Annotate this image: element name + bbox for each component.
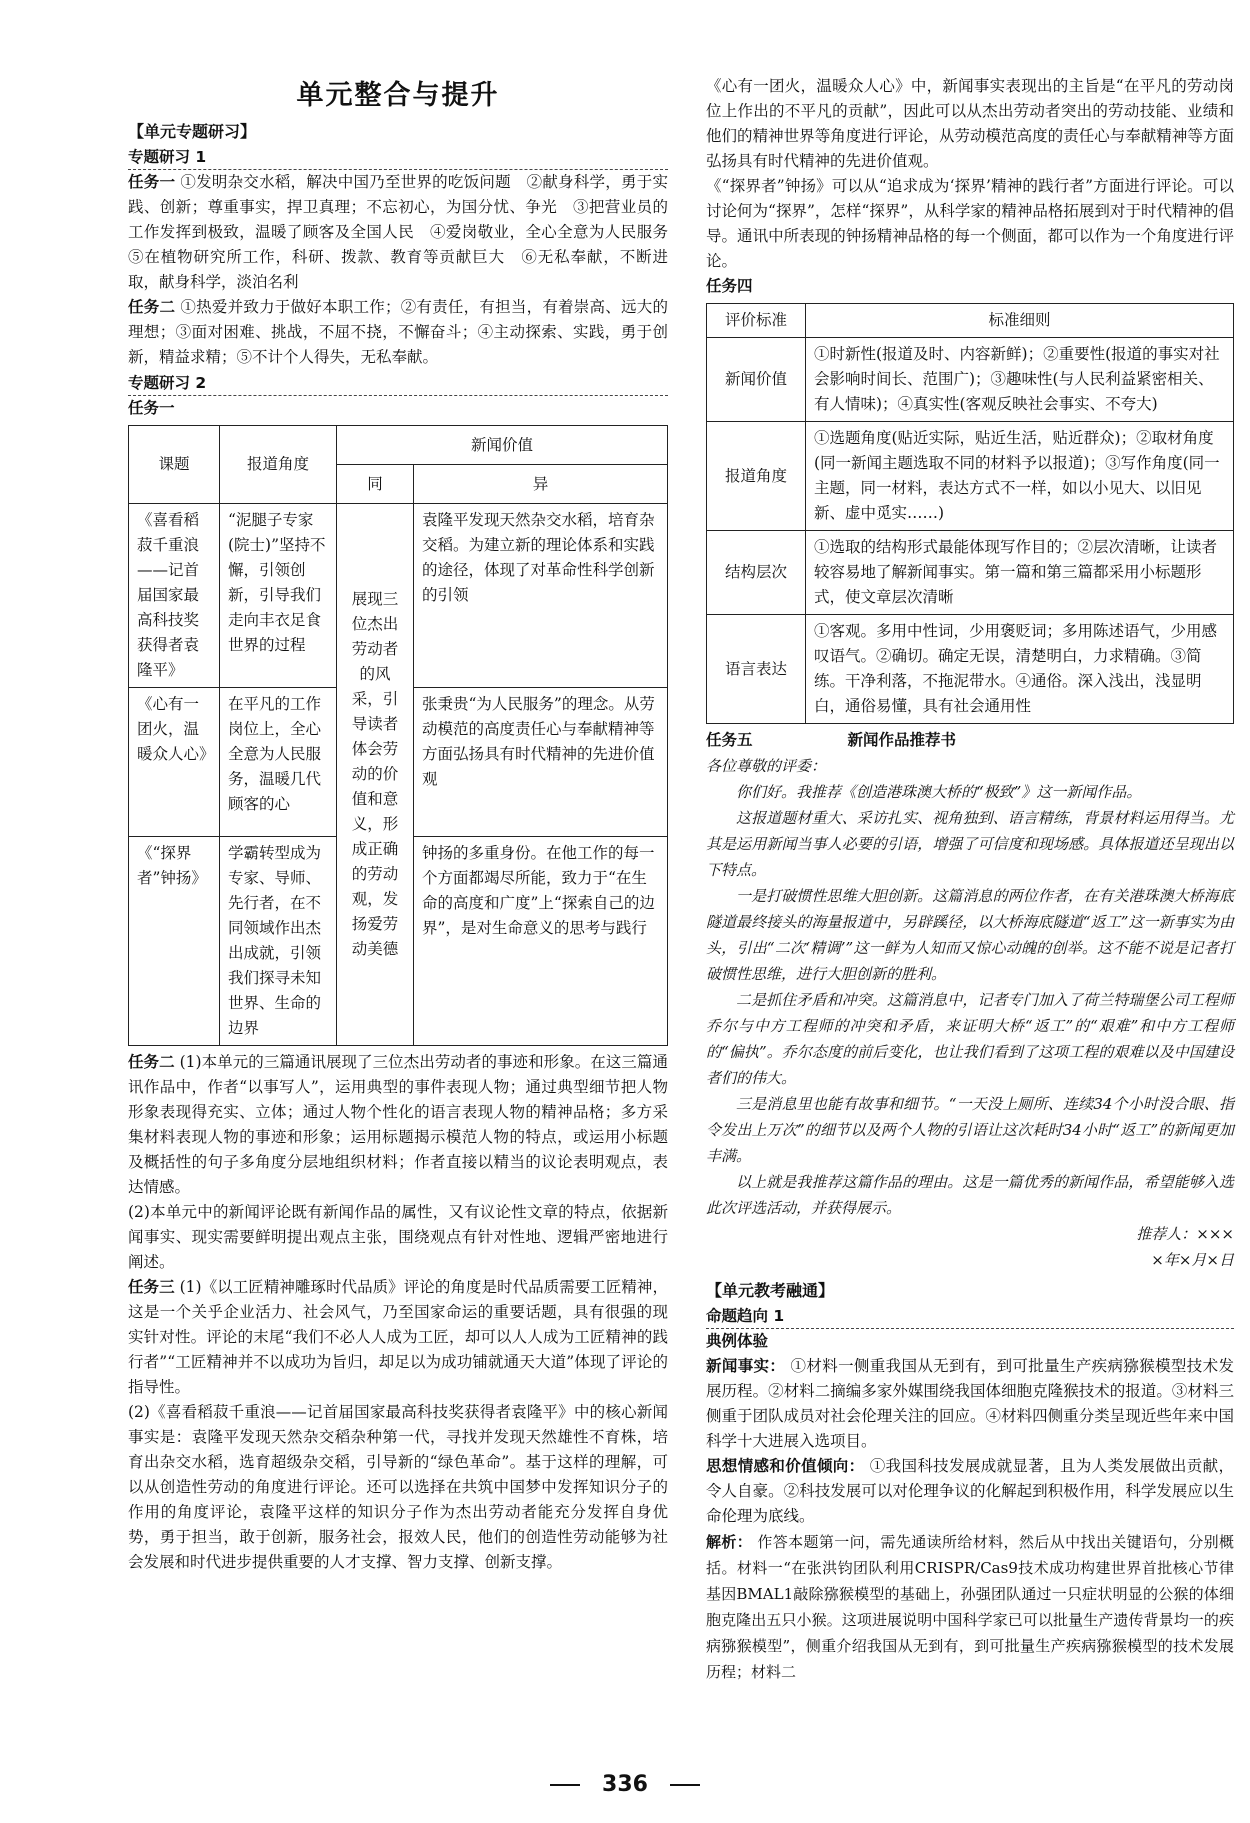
task-3-block <box>128 1275 668 1400</box>
task-2-block <box>128 295 668 370</box>
topic-heading-2: 专题研习 2 <box>128 372 668 396</box>
topic-heading-1: 专题研习 1 <box>128 146 668 170</box>
left-column <box>128 78 684 1575</box>
example-heading: 典例体验 <box>706 1332 769 1350</box>
table-cell: 钟扬的多重身份。在他工作的每一个方面都竭尽所能，致力于“在生命的高度和广度”上“探索自己的边界”，是对生命意义的思考与践行 <box>414 837 668 1046</box>
letter-signature: 推荐人：××× <box>1136 1225 1234 1243</box>
table-cell: 袁隆平发现天然杂交水稻，培育杂交稻。为建立新的理论体系和实践的途径，体现了对革命性科学创新的引领 <box>414 504 668 688</box>
text: ①材料一侧重我国从无到有，到可批量生产疾病猕猴模型技术发展历程。②材料二摘编多家外媒围绕我国体细胞克隆猴技术的报道。③材料三侧重于团队成员对社会伦理关注的回应。④材料四侧重分类呈现近些年来中国科学十大进展入选项目。 <box>706 1357 1234 1450</box>
table-cell: “泥腿子专家(院士)”坚持不懈，引领创新，引导我们走向丰衣足食世界的过程 <box>220 504 337 688</box>
table-cell: ①选取的结构形式最能体现写作目的；②层次清晰，让读者较容易地了解新闻事实。第一篇和第三篇都采用小标题形式，使文章层次清晰 <box>806 531 1234 615</box>
evaluation-table <box>706 303 1234 724</box>
task-text: (2)《喜看稻菽千重浪——记首届国家最高科技奖获得者袁隆平》中的核心新闻事实是：袁隆平发现天然杂交稻杂种第一代，寻找并发现天然雄性不育株，培育出杂交水稻，选育超级杂交稻，引导新的“绿色革命”。基于这样的理解，可以从创造性劳动的角度进行评论。还可以选择在共筑中国梦中发挥知识分子的作用的角度评论，袁隆平这样的知识分子作为杰出劳动者能充分发挥自身优势，勇于担当，敢于创新，服务社会，报效人民，他们的创造性劳动能够为社会发展和时代进步提供重要的人才支撑、智力支撑、创新支撑。 <box>128 1403 668 1571</box>
task-label: 任务一 <box>128 399 175 417</box>
table-row <box>129 504 668 688</box>
recommendation-letter <box>706 753 1234 1273</box>
letter-date: ×年×月×日 <box>1151 1251 1234 1269</box>
task-text: (2)本单元中的新闻评论既有新闻作品的属性，又有议论性文章的特点，依据新闻事实、现实需要鲜明提出观点主张，围绕观点有针对性地、逻辑严密地进行阐述。 <box>128 1203 668 1271</box>
task-label: 任务二 <box>128 1053 175 1071</box>
task-text: ①热爱并致力于做好本职工作；②有责任，有担当，有着崇高、远大的理想；③面对困难、挑战，不屈不挠，不懈奋斗；④主动探索、实践，勇于创新，精益求精；⑤不计个人得失，无私奉献。 <box>128 298 668 366</box>
table-header: 标准细则 <box>806 304 1234 338</box>
task-2b-block <box>128 1050 668 1200</box>
letter-title: 新闻作品推荐书 <box>847 731 956 749</box>
section-heading-exam: 【单元教考融通】 <box>706 1281 835 1300</box>
task-label: 任务三 <box>128 1278 175 1296</box>
letter-paragraph: 二是抓住矛盾和冲突。这篇消息中，记者专门加入了荷兰特瑞堡公司工程师乔尔与中方工程师的冲突和矛盾，来证明大桥“返工”的“艰难”和中方工程师的“偏执”。乔尔态度的前后变化，也让我们看到了这项工程的艰难以及中国建设者们的伟大。 <box>706 991 1234 1087</box>
task-text: ①发明杂交水稻，解决中国乃至世界的吃饭问题 ②献身科学，勇于实践、创新；尊重事实，捍卫真理；不忘初心，为国分忧、争光 ③把营业员的工作发挥到极致，温暖了顾客及全国人民 ④爱岗敬业，全心全意为人民服务 ⑤在植物研究所工作，科研、拨款、教育等贡献巨大 ⑥无私奉献，不断进取，献身科学，淡泊名利 <box>128 173 684 291</box>
task-5-heading <box>706 728 1234 753</box>
letter-paragraph: 以上就是我推荐这篇作品的理由。这是一篇优秀的新闻作品，希望能够入选此次评选活动，并获得展示。 <box>706 1173 1234 1217</box>
task-label: 任务五 <box>706 731 753 749</box>
table-cell: ①客观。多用中性词，少用褒贬词；多用陈述语气，少用感叹语气。②确切。确定无误，清楚明白，力求精确。③简练。干净利落，不拖泥带水。④通俗。深入浅出，浅显明白，通俗易懂，具有社会通用性 <box>806 615 1234 724</box>
table-row <box>707 531 1234 615</box>
thought-block <box>706 1454 1234 1529</box>
letter-paragraph: 三是消息里也能有故事和细节。“一天没上厕所、连续34个小时没合眼、指令发出上万次”的细节以及两个人物的引语让这次耗时34小时“返工”的新闻更加丰满。 <box>706 1095 1234 1165</box>
footer-dash <box>670 1784 700 1786</box>
table-header: 评价标准 <box>707 304 806 338</box>
task-label: 任务一 <box>128 173 176 191</box>
table-cell: 语言表达 <box>707 615 806 724</box>
text: 作答本题第一问，需先通读所给材料，然后从中找出关键语句，分别概括。材料一“在张洪钧团队利用CRISPR/Cas9技术成功构建世界首批核心节律基因BMAL1敲除猕猴模型的基础上，孙强团队通过一只症状明显的公猴的体细胞克隆出五只小猴。这项进展说明中国科学家已可以批量生产遗传背景均一的疾病猕猴模型”，侧重介绍我国从无到有，到可批量生产疾病猕猴模型的技术发展历程；材料二 <box>706 1533 1234 1681</box>
table-cell: 在平凡的工作岗位上，全心全意为人民服务，温暖几代顾客的心 <box>220 688 337 837</box>
news-value-table <box>128 425 668 1046</box>
right-column <box>706 74 1234 1685</box>
paragraph: 《“探界者”钟扬》可以从“追求成为‘探界’精神的践行者”方面进行评论。可以讨论何为“探界”，怎样“探界”，从科学家的精神品格拓展到对于时代精神的倡导。通讯中所表现的钟扬精神品格的每一个侧面，都可以作为一个角度进行评论。 <box>706 177 1234 270</box>
table-cell: ①选题角度(贴近实际，贴近生活，贴近群众)；②取材角度(同一新闻主题选取不同的材料予以报道)；③写作角度(同一主题，同一材料，表达方式不一样，如以小见大、以旧见新、虚中觅实……) <box>806 422 1234 531</box>
task-1-block <box>128 170 684 295</box>
table-header: 异 <box>414 465 668 504</box>
task-text: (1)《以工匠精神雕琢时代品质》评论的角度是时代品质需要工匠精神，这是一个关乎企业活力、社会风气，乃至国家命运的重要话题，具有很强的现实针对性。评论的末尾“我们不必人人成为工匠，却可以人人成为工匠精神的践行者”“工匠精神并不以成功为旨归，却足以为成功铺就通天大道”体现了评论的指导性。 <box>128 1278 668 1396</box>
label: 思想情感和价值倾向： <box>706 1457 865 1475</box>
table-header: 课题 <box>129 426 220 504</box>
task-text: (1)本单元的三篇通讯展现了三位杰出劳动者的事迹和形象。在这三篇通讯作品中，作者“以事写人”，运用典型的事件表现人物；通过典型细节把人物形象表现得充实、立体；通过人物个性化的语言表现人物的精神品格；多方采集材料表现人物的事迹和形象；运用标题揭示模范人物的特点，或运用小标题及概括性的句子多角度分层地组织材料；作者直接以精当的议论表明观点，表达情感。 <box>128 1053 668 1196</box>
table-cell: 报道角度 <box>707 422 806 531</box>
paragraph: 《心有一团火，温暖众人心》中，新闻事实表现出的主旨是“在平凡的劳动岗位上作出的不平凡的贡献”，因此可以从杰出劳动者突出的劳动技能、业绩和他们的精神世界等角度进行评论，从劳动模范高度的责任心与奉献精神等方面弘扬具有时代精神的先进价值观。 <box>706 77 1234 170</box>
news-facts-block <box>706 1354 1234 1454</box>
footer-dash <box>550 1784 580 1786</box>
letter-greeting: 各位尊敬的评委： <box>706 757 827 775</box>
letter-paragraph: 一是打破惯性思维大胆创新。这篇消息的两位作者，在有关港珠澳大桥海底隧道最终接头的海量报道中，另辟蹊径，以大桥海底隧道“返工”这一新事实为由头，引出“二次‘精调’”这一鲜为人知而又惊心动魄的创举。这不能不说是记者打破惯性思维，进行大胆创新的胜利。 <box>706 887 1234 983</box>
table-row <box>707 338 1234 422</box>
label: 解析： <box>706 1533 753 1551</box>
table-cell: 张秉贵“为人民服务”的理念。从劳动模范的高度责任心与奉献精神等方面弘扬具有时代精神的先进价值观 <box>414 688 668 837</box>
table-header: 报道角度 <box>220 426 337 504</box>
table-cell: 《心有一团火，温暖众人心》 <box>129 688 220 837</box>
table-row <box>707 615 1234 724</box>
table-cell: 新闻价值 <box>707 338 806 422</box>
table-cell: 学霸转型成为专家、导师、先行者，在不同领域作出杰出成就，引领我们探寻未知世界、生命的边界 <box>220 837 337 1046</box>
table-cell: ①时新性(报道及时、内容新鲜)；②重要性(报道的事实对社会影响时间长、范围广)；③趣味性(与人民利益紧密相关、有人情味)；④真实性(客观反映社会事实、不夸大) <box>806 338 1234 422</box>
letter-paragraph: 这报道题材重大、采访扎实、视角独到、语言精练，背景材料运用得当。尤其是运用新闻当事人必要的引语，增强了可信度和现场感。具体报道还呈现出以下特点。 <box>706 809 1234 879</box>
table-cell: 《喜看稻菽千重浪——记首届国家最高科技奖获得者袁隆平》 <box>129 504 220 688</box>
table-row <box>707 422 1234 531</box>
table-cell: 结构层次 <box>707 531 806 615</box>
topic-heading-3: 命题趋向 1 <box>706 1305 1234 1329</box>
table-cell-shared: 展现三位杰出劳动者的风采，引导读者体会劳动的价值和意义，形成正确的劳动观，发扬爱劳动美德 <box>337 504 414 1046</box>
page-number: 336 <box>602 1772 648 1797</box>
label: 新闻事实： <box>706 1357 786 1375</box>
letter-paragraph: 你们好。我推荐《创造港珠澳大桥的“极致”》这一新闻作品。 <box>736 783 1142 801</box>
table-cell: 《“探界者”钟扬》 <box>129 837 220 1046</box>
analysis-block <box>706 1529 1234 1685</box>
text: ①我国科技发展成就显著，且为人类发展做出贡献，令人自豪。②科技发展可以对伦理争议的化解起到积极作用，科学发展应以生命伦理为底线。 <box>706 1457 1234 1525</box>
section-heading-study: 【单元专题研习】 <box>128 122 257 141</box>
task-label: 任务四 <box>706 277 753 295</box>
page-footer <box>0 1772 1250 1797</box>
task-label: 任务二 <box>128 298 176 316</box>
table-header: 同 <box>337 465 414 504</box>
page-title: 单元整合与提升 <box>296 80 500 111</box>
table-header: 新闻价值 <box>337 426 668 465</box>
